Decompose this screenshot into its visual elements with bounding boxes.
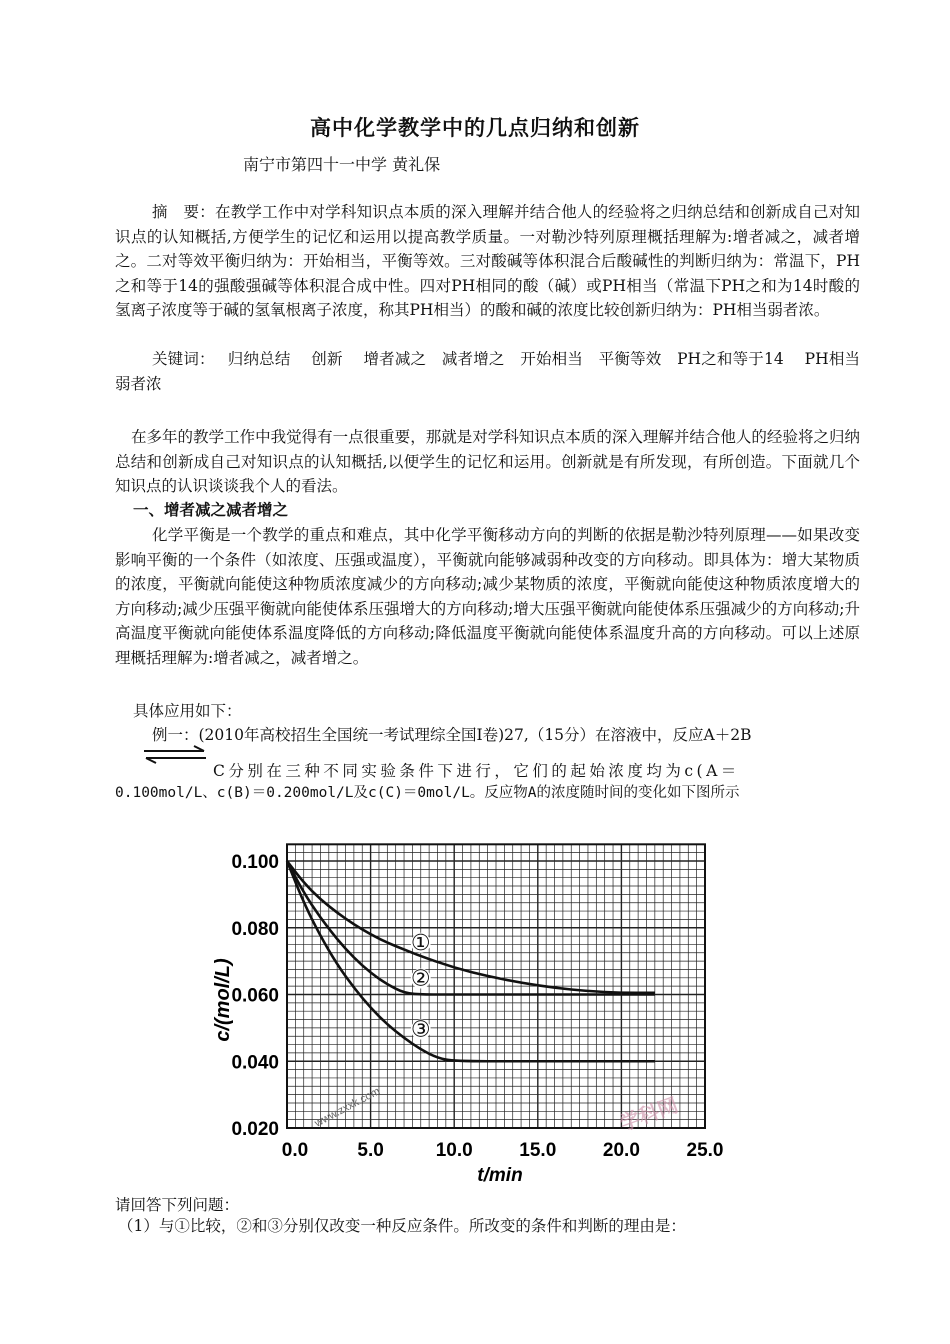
- example-line-2: C分别在三种不同实验条件下进行，它们的起始浓度均为c(A＝: [213, 762, 740, 780]
- example-continuation: [115, 760, 860, 804]
- chart-y-axis-label: c/(mol/L): [212, 958, 234, 1042]
- apply-label: 具体应用如下：: [133, 702, 242, 720]
- x-tick-label: 5.0: [357, 1140, 384, 1161]
- abstract-paragraph: 摘 要：在教学工作中对学科知识点本质的深入理解并结合他人的经验将之归纳总结和创新成自己对知识点的认知概括,方便学生的记忆和运用以提高教学质量。一对勒沙特列原理概括理解为:增者减之，减者增之。二对等效平衡归纳为：开始相当，平衡等效。三对酸碱等体积混合后酸碱性的判断归纳为：常温下，PH之和等于14的强酸强碱等体积混合成中性。四对PH相同的酸（碱）或PH相当（常温下PH之和为14时酸的氢离子浓度等于碱的氢氧根离子浓度，称其PH相当）的酸和碱的浓度比较创新归纳为：PH相当弱者浓。: [115, 203, 860, 319]
- x-tick-label: 25.0: [686, 1140, 724, 1161]
- example-line-3: 0.100mol/L、c(B)＝0.200mol/L及c(C)＝0mol/L。反应物A的浓度随时间的变化如下图所示: [115, 785, 740, 801]
- series-label-3: [411, 1018, 431, 1043]
- y-tick-label: 0.020: [231, 1119, 279, 1140]
- svg-text:③: ③: [410, 1017, 431, 1043]
- document-title: 高中化学教学中的几点归纳和创新: [310, 115, 640, 140]
- keywords-paragraph: 关键词： 归纳总结 创新 增者减之 减者增之 开始相当 平衡等效 PH之和等于14 PH相当 弱者浓: [115, 350, 876, 393]
- intro-paragraph: 在多年的教学工作中我觉得有一点很重要，那就是对学科知识点本质的深入理解并结合他人的经验将之归纳总结和创新成自己对知识点的认知概括,以便学生的记忆和运用。创新就是有所发现，有所创造。下面就几个知识点的认识谈谈我个人的看法。: [115, 428, 860, 495]
- watermark-brand: 学科网: [617, 1094, 682, 1136]
- chart-grid: [287, 844, 705, 1128]
- y-tick-label: 0.080: [231, 918, 279, 940]
- x-tick-label: 10.0: [435, 1140, 473, 1161]
- question-intro: 请回答下列问题：: [115, 1196, 240, 1214]
- chart-x-axis-label: t/min: [477, 1165, 523, 1186]
- x-tick-label: 20.0: [602, 1140, 640, 1161]
- series-label-1: [411, 931, 431, 956]
- watermark-url: www.zxxk.com: [312, 1085, 383, 1130]
- concentration-chart: [205, 815, 765, 1187]
- section-heading-1: 一、增者减之减者增之: [133, 501, 289, 519]
- y-tick-label: 0.040: [231, 1052, 279, 1074]
- series-label-2: [411, 966, 431, 991]
- y-tick-label: 0.060: [231, 985, 279, 1007]
- example-line-1: 例一：(2010年高校招生全国统一考试理综全国Ⅰ卷)27,（15分）在溶液中，反应A＋2B: [152, 726, 752, 744]
- x-tick-label: 0.0: [281, 1140, 309, 1161]
- svg-text:①: ①: [410, 930, 431, 956]
- author-line: 南宁市第四十一中学 黄礼保: [243, 155, 441, 174]
- question-1: （1）与①比较，②和③分别仅改变一种反应条件。所改变的条件和判断的理由是：: [118, 1217, 686, 1235]
- svg-text:②: ②: [410, 966, 431, 992]
- x-tick-label: 15.0: [519, 1140, 557, 1161]
- y-tick-label: 0.100: [231, 852, 279, 873]
- section-1-body: 化学平衡是一个教学的重点和难点，其中化学平衡移动方向的判断的依据是勒沙特列原理——如果改变影响平衡的一个条件（如浓度、压强或温度），平衡就向能够减弱种改变的方向移动。即具体为：增大某物质的浓度，平衡就向能使这种物质浓度减少的方向移动;减少某物质的浓度，平衡就向能使这种物质浓度增大的方向移动;减少压强平衡就向能使体系压强增大的方向移动;增大压强平衡就向能使体系压强减少的方向移动;升高温度平衡就向能使体系温度降低的方向移动;降低温度平衡就向能使体系温度升高的方向移动。可以上述原理概括理解为:增者减之，减者增之。: [115, 526, 860, 667]
